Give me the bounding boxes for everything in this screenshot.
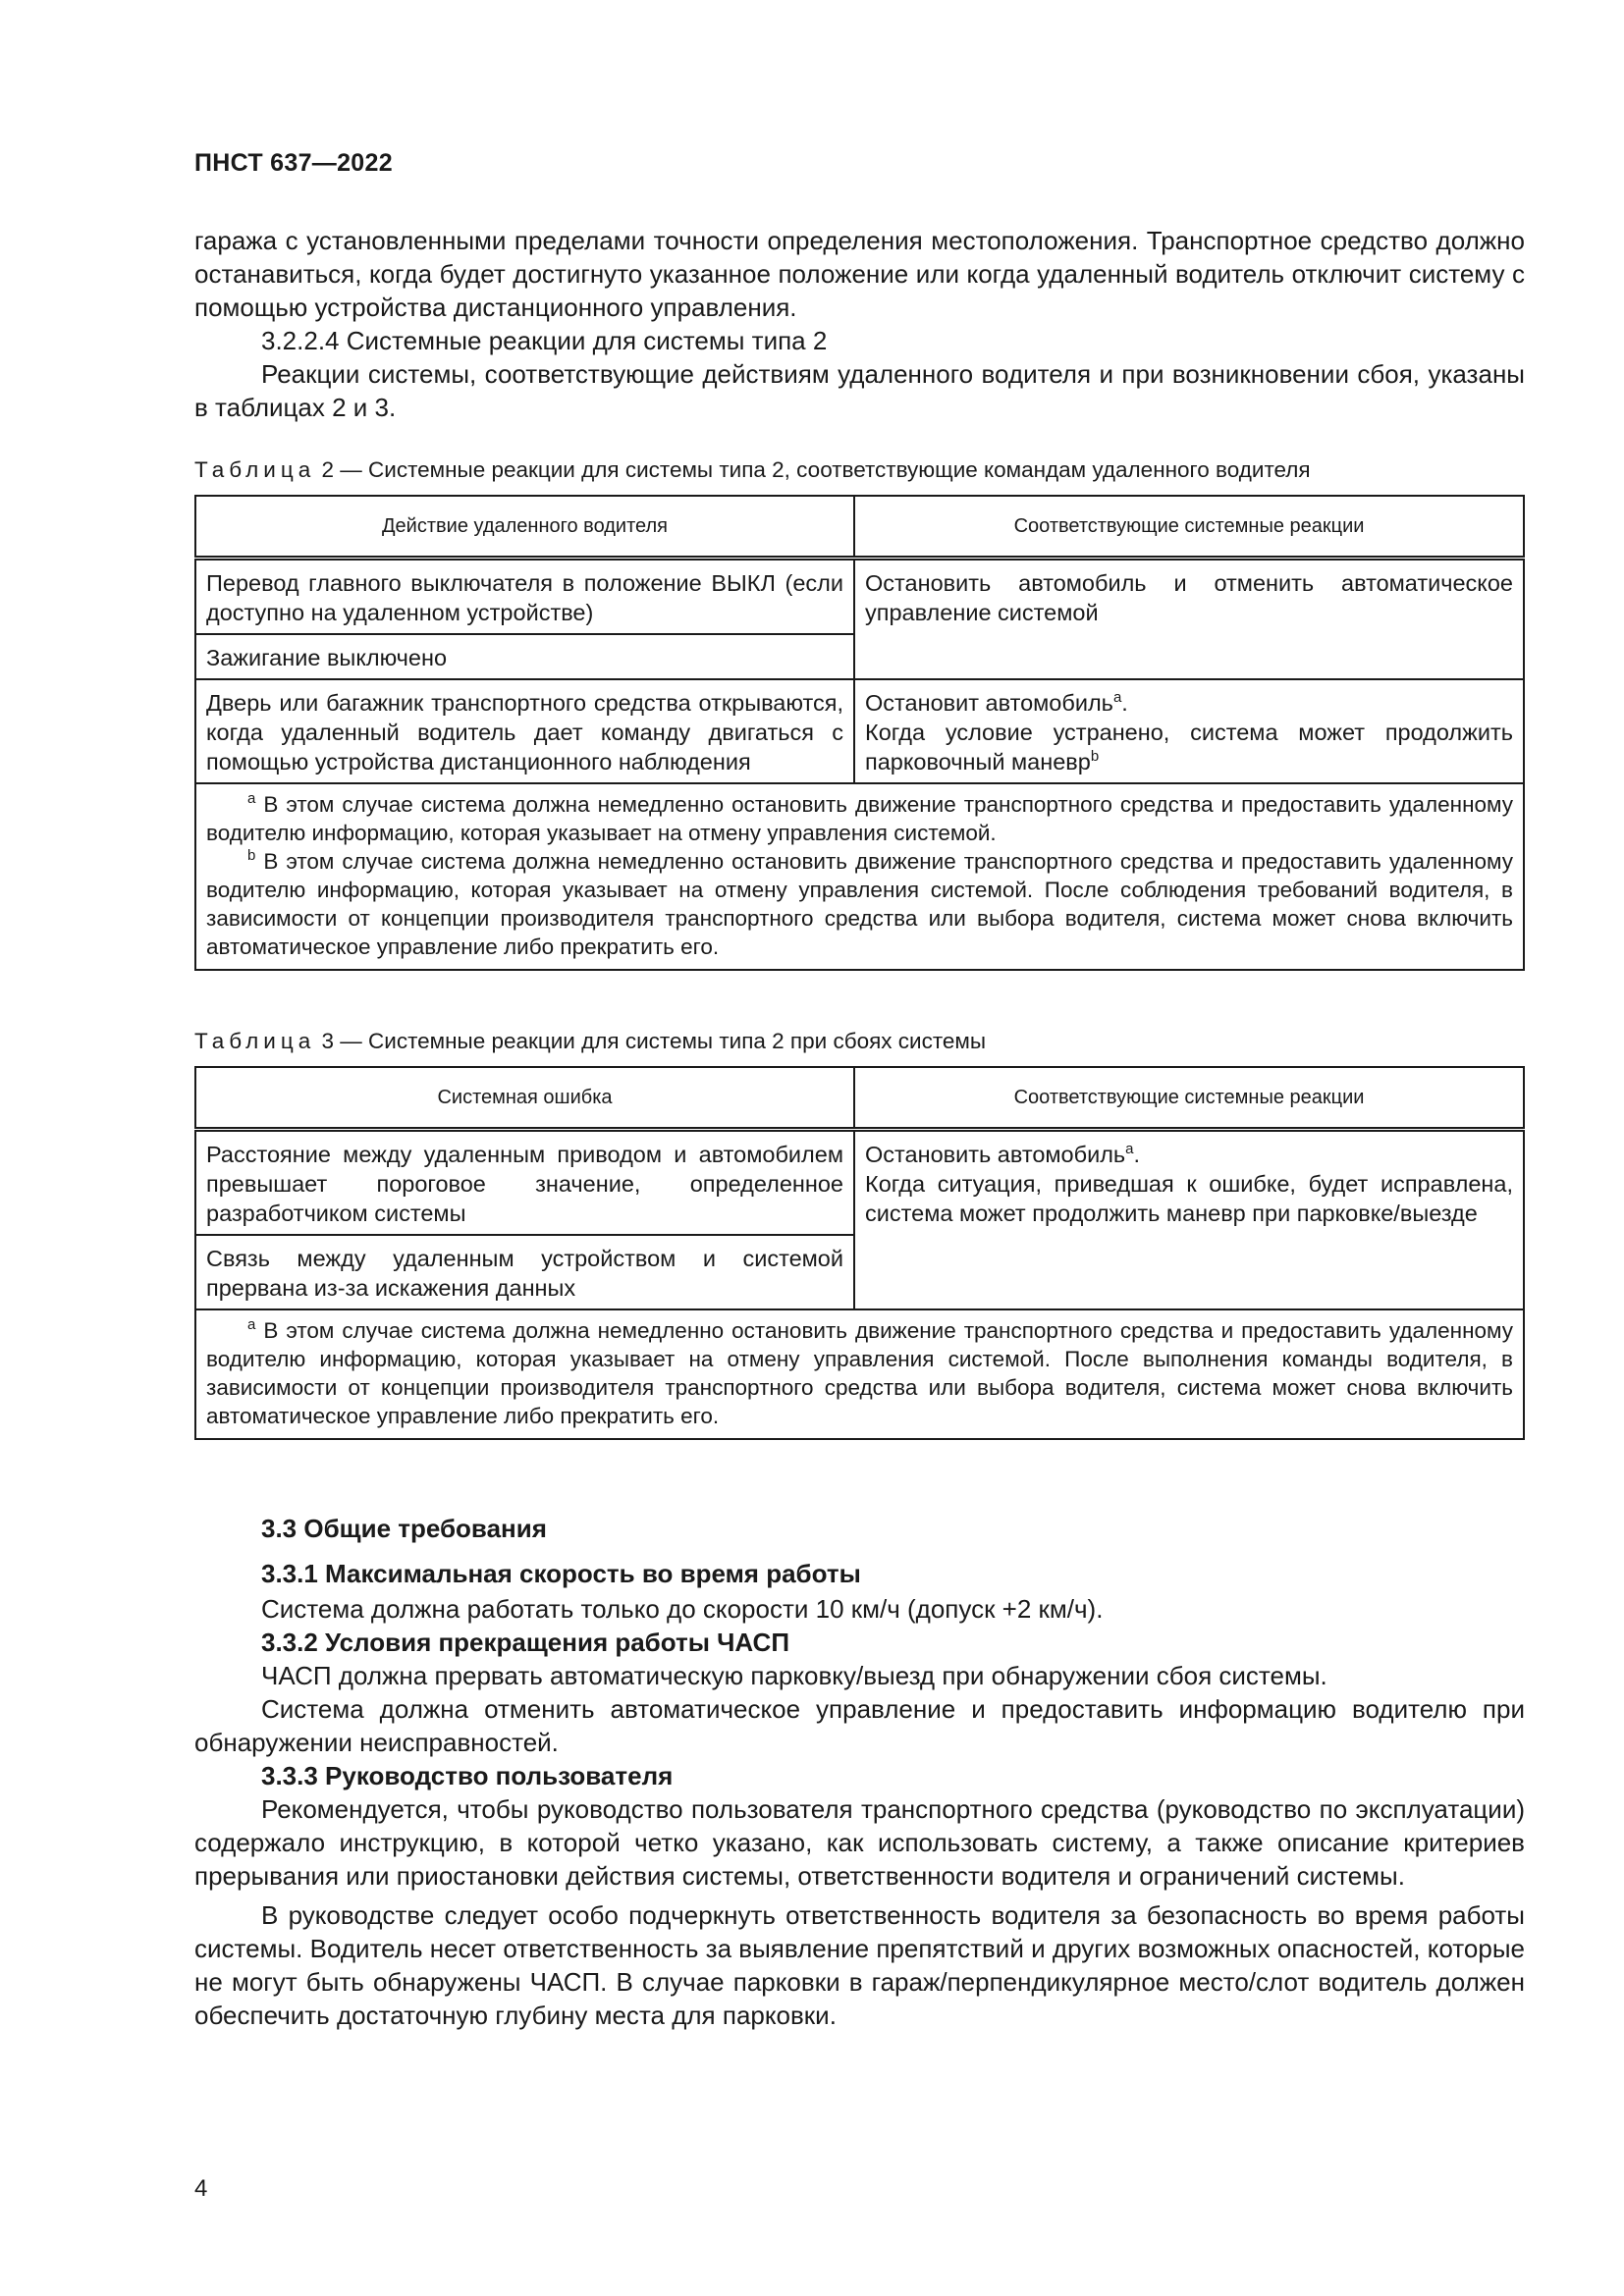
section-3-3-2-text-2: Система должна отменить автоматическое управление и предоставить информацию водителю при обнаружении неисправностей. <box>194 1694 1525 1757</box>
table-2-footnote-a: $^a$ В этом случае система должна немедленно остановить движение транспортного средства и предоставить удаленному водителю информацию, которая указывает на отмену управления системой. <box>206 790 1513 845</box>
document-code-header: ПНСТ 637—2022 <box>194 149 393 177</box>
table-3-reaction: Остановить автомобиль$^a$. Когда ситуация, приведшая к ошибке, будет исправлена, система может продолжить маневр при парковке/выезде <box>854 1130 1524 1310</box>
table-row <box>195 679 1524 783</box>
table-3-caption: Таблица 3 — Системные реакции для системы типа 2 при сбоях системы <box>194 1029 987 1053</box>
table-3-notes-row <box>195 1309 1524 1439</box>
table-2-row2-action: Зажигание выключено <box>195 634 854 679</box>
table-2-row1-action: Перевод главного выключателя в положение ВЫКЛ (если доступно на удаленном устройстве) <box>195 559 854 635</box>
table-3-col2-header: Соответствующие системные реакции <box>854 1067 1524 1130</box>
section-3-3-1-heading: 3.3.1 Максимальная скорость во время работы <box>261 1559 861 1588</box>
intro-paragraph-2: Реакции системы, соответствующие действиям удаленного водителя и при возникновении сбоя, указаны в таблицах 2 и 3. <box>194 359 1525 422</box>
table-2-notes-row <box>195 783 1524 970</box>
section-3-3-3-text-1: Рекомендуется, чтобы руководство пользователя транспортного средства (руководство по эксплуатации) содержало инструкцию, в которой четко указано, как использовать систему, а также описание критериев прерывания или приостановки действия системы, ответственности водителя и ограничений системы. <box>194 1794 1525 1891</box>
table-2 <box>194 495 1525 971</box>
table-3-block <box>194 1027 1525 1440</box>
table-3-footnote-a: $^a$ В этом случае система должна немедленно остановить движение транспортного средства и предоставить удаленному водителю информацию, которая указывает на отмену управления системой. После выполнения команды водителя, в зависимости от концепции производителя транспортного средства или выбора водителя, система может снова включить автоматическое управление либо прекратить его. <box>206 1316 1513 1428</box>
section-3-3-2-heading: 3.3.2 Условия прекращения работы ЧАСП <box>261 1628 790 1657</box>
table-3-row2-error: Связь между удаленным устройством и системой прервана из-за искажения данных <box>195 1235 854 1309</box>
table-2-row1-reaction: Остановить автомобиль и отменить автоматическое управление системой <box>854 559 1524 680</box>
table-3-header-row <box>195 1067 1524 1130</box>
table-2-col1-header: Действие удаленного водителя <box>195 496 854 559</box>
table-3-footnotes <box>195 1309 1524 1439</box>
table-2-block <box>194 455 1525 971</box>
section-3-3-heading: 3.3 Общие требования <box>261 1514 547 1543</box>
section-3-3-3-text-2: В руководстве следует особо подчеркнуть ответственность водителя за безопасность во время работы системы. Водитель несет ответственность за выявление препятствий и других возможных опасностей, которые не могут быть обнаружены ЧАСП. В случае парковки в гараж/перпендикулярное место/слот водитель должен обеспечить достаточную глубину места для парковки. <box>194 1900 1525 2030</box>
section-3-3 <box>194 1512 1525 2032</box>
table-2-caption: Таблица 2 — Системные реакции для системы типа 2, соответствующие командам удаленного водителя <box>194 457 1311 482</box>
page-number: 4 <box>194 2175 208 2202</box>
table-row <box>195 1130 1524 1236</box>
intro-paragraph-1: гаража с установленными пределами точности определения местоположения. Транспортное средство должно останавиться, когда будет достигнуто указанное положение или когда удаленный водитель отключит систему с помощью устройства дистанционного управления. <box>194 226 1525 322</box>
footnote-mark-a: a <box>1112 689 1122 706</box>
section-3-3-3-heading: 3.3.3 Руководство пользователя <box>261 1761 674 1790</box>
intro-block <box>194 224 1525 424</box>
footnote-mark-b: b <box>1090 748 1100 765</box>
table-2-footnote-b: $^b$ В этом случае система должна немедленно остановить движение транспортного средства и предоставить удаленному водителю информацию, которая указывает на отмену управления системой. После соблюдения требований водителя, в зависимости от концепции производителя транспортного средства или выбора водителя, система может снова включить автоматическое управление либо прекратить его. <box>206 847 1513 959</box>
table-3-row1-error: Расстояние между удаленным приводом и автомобилем превышает пороговое значение, определенное разработчиком системы <box>195 1130 854 1236</box>
table-2-header-row <box>195 496 1524 559</box>
table-3 <box>194 1066 1525 1440</box>
table-2-row3-reaction: Остановит автомобиль$^a$. Когда условие устранено, система может продолжить парковочный маневр$^b$ <box>854 679 1524 783</box>
table-row <box>195 559 1524 635</box>
table-2-col2-header: Соответствующие системные реакции <box>854 496 1524 559</box>
section-3224-title: 3.2.2.4 Системные реакции для системы типа 2 <box>261 326 828 355</box>
section-3-3-1-text: Система должна работать только до скорости 10 км/ч (допуск +2 км/ч). <box>261 1594 1104 1624</box>
table-2-footnotes <box>195 783 1524 970</box>
footnote-mark-a: a <box>1125 1141 1134 1157</box>
table-2-row3-action: Дверь или багажник транспортного средства открываются, когда удаленный водитель дает команду двигаться с помощью устройства дистанционного наблюдения <box>195 679 854 783</box>
section-3-3-2-text-1: ЧАСП должна прервать автоматическую парковку/выезд при обнаружении сбоя системы. <box>261 1661 1327 1690</box>
table-3-col1-header: Системная ошибка <box>195 1067 854 1130</box>
